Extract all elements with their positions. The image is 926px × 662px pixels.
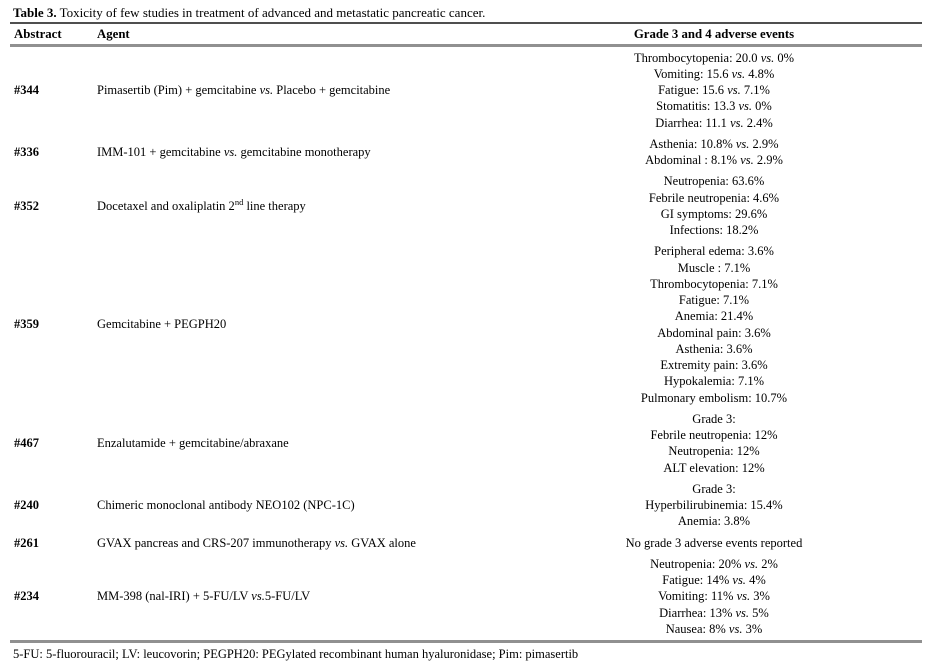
abstract-id: #240: [14, 498, 39, 512]
column-header-adverse-events: Grade 3 and 4 adverse events: [560, 23, 922, 46]
adverse-event-line: Abdominal pain: 3.6%: [657, 325, 771, 340]
column-header-agent: Agent: [97, 23, 560, 46]
adverse-event-line: Asthenia: 3.6%: [675, 341, 753, 356]
adverse-event-line: Muscle : 7.1%: [677, 260, 751, 275]
adverse-event-line: GI symptoms: 29.6%: [660, 206, 768, 221]
adverse-events-cell: [560, 553, 922, 639]
agent-description: Docetaxel and oxaliplatin 2nd line therapy: [97, 196, 306, 213]
toxicity-table: [10, 22, 922, 640]
adverse-event-line: Infections: 18.2%: [669, 223, 759, 237]
abstract-id: #352: [14, 198, 39, 213]
column-header-abstract: Abstract: [10, 23, 97, 46]
agent-description: Pimasertib (Pim) + gemcitabine vs. Placebo + gemcitabine: [97, 83, 391, 97]
table-footnote: 5-FU: 5-fluorouracil; LV: leucovorin; PEGPH20: PEGylated recombinant human hyaluronidase; Pim: pimasertib: [10, 640, 922, 662]
adverse-event-line: Vomiting: 15.6 vs. 4.8%: [653, 66, 775, 81]
adverse-events-cell: [560, 532, 922, 553]
adverse-event-line: Grade 3:: [692, 411, 736, 426]
adverse-event-line: Neutropenia: 12%: [668, 444, 760, 459]
table-caption: [0, 0, 926, 20]
table-row: [10, 171, 922, 241]
adverse-events-cell: [560, 241, 922, 409]
abstract-id: #234: [14, 589, 39, 604]
adverse-event-line: Stomatitis: 13.3 vs. 0%: [656, 99, 772, 114]
table-row: [10, 46, 922, 134]
abstract-id: #344: [14, 83, 39, 97]
adverse-events-cell: [560, 46, 922, 134]
adverse-event-line: Grade 3:: [692, 481, 736, 496]
adverse-events-cell: [560, 133, 922, 171]
table-row: [10, 133, 922, 171]
adverse-event-line: Neutropenia: 63.6%: [663, 174, 765, 189]
adverse-event-line: Hypokalemia: 7.1%: [664, 374, 764, 389]
adverse-event-line: Thrombocytopenia: 7.1%: [650, 276, 778, 291]
abstract-id: #359: [14, 317, 39, 332]
agent-description: Chimeric monoclonal antibody NEO102 (NPC-1C): [97, 498, 355, 512]
adverse-event-line: Febrile neutropenia: 4.6%: [648, 190, 780, 205]
adverse-event-line: Vomiting: 11% vs. 3%: [658, 589, 770, 604]
table-row: [10, 553, 922, 639]
abstract-id: #336: [14, 144, 39, 159]
adverse-event-line: Anemia: 3.8%: [677, 514, 751, 529]
adverse-event-line: Nausea: 8% vs. 3%: [665, 621, 763, 636]
table-row: [10, 241, 922, 409]
table-caption-text: Toxicity of few studies in treatment of advanced and metastatic pancreatic cancer.: [56, 5, 486, 20]
adverse-event-line: Fatigue: 7.1%: [678, 293, 750, 307]
adverse-events-cell: [560, 171, 922, 241]
adverse-event-line: Fatigue: 15.6 vs. 7.1%: [658, 83, 770, 97]
adverse-event-line: Abdominal : 8.1% vs. 2.9%: [645, 153, 783, 167]
adverse-event-line: Pulmonary embolism: 10.7%: [640, 390, 788, 405]
agent-description: Enzalutamide + gemcitabine/abraxane: [97, 436, 289, 451]
abstract-id: #261: [14, 535, 39, 550]
adverse-event-line: Neutropenia: 20% vs. 2%: [650, 556, 778, 571]
adverse-event-line: ALT elevation: 12%: [663, 460, 765, 475]
adverse-event-line: Fatigue: 14% vs. 4%: [662, 573, 766, 587]
table-header: [10, 23, 922, 46]
agent-description: MM-398 (nal-IRI) + 5-FU/LV vs.5-FU/LV: [97, 589, 311, 604]
table-body: [10, 46, 922, 640]
table-row: [10, 478, 922, 532]
table-row: [10, 408, 922, 478]
adverse-event-line: Anemia: 21.4%: [674, 309, 754, 324]
adverse-event-line: Extremity pain: 3.6%: [660, 358, 768, 372]
abstract-id: #467: [14, 436, 39, 451]
adverse-event-line: Hyperbilirubinemia: 15.4%: [645, 498, 783, 512]
agent-description: GVAX pancreas and CRS-207 immunotherapy vs. GVAX alone: [97, 535, 416, 550]
agent-description: IMM-101 + gemcitabine vs. gemcitabine monotherapy: [97, 144, 371, 159]
table-caption-label: Table 3.: [13, 5, 57, 20]
adverse-event-line: Peripheral edema: 3.6%: [654, 244, 774, 259]
adverse-event-line: No grade 3 adverse events reported: [625, 535, 803, 550]
adverse-event-line: Febrile neutropenia: 12%: [650, 428, 778, 442]
adverse-event-line: Asthenia: 10.8% vs. 2.9%: [649, 136, 779, 151]
adverse-event-line: Thrombocytopenia: 20.0 vs. 0%: [633, 50, 795, 65]
agent-description: Gemcitabine + PEGPH20: [97, 317, 227, 332]
adverse-events-cell: [560, 478, 922, 532]
adverse-event-line: Diarrhea: 11.1 vs. 2.4%: [655, 115, 773, 130]
header-row: [10, 23, 922, 46]
adverse-event-line: Diarrhea: 13% vs. 5%: [659, 605, 769, 620]
adverse-events-cell: [560, 408, 922, 478]
table-row: [10, 532, 922, 553]
